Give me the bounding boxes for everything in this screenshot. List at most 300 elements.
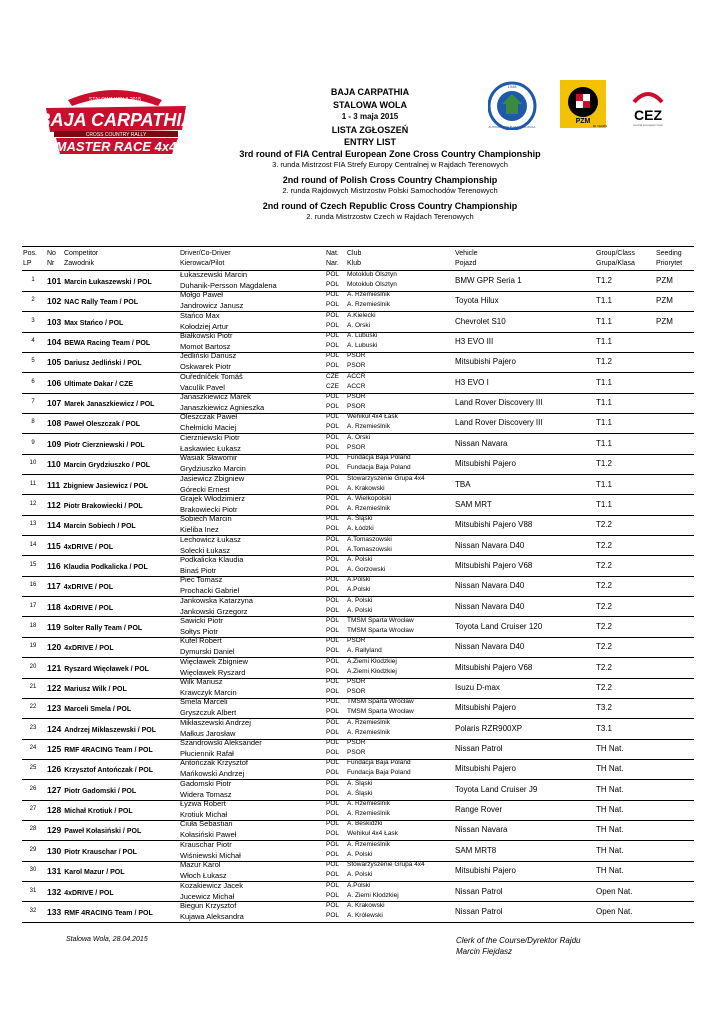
table-row [22,597,694,617]
row-competitor-name: Piotr Krauschar / POL [64,848,137,856]
row-nat-codriver: POL [326,362,340,370]
row-competitor-name: RMF 4RACING Team / POL [64,747,153,755]
row-pos: 9 [31,439,35,446]
row-nat-driver: POL [326,474,340,482]
row-number: 111 [47,479,61,490]
row-driver: Ouředníček Tomáš [180,371,243,381]
row-codriver: Krotiuk Michał [180,810,228,820]
row-nat-driver: POL [326,433,340,441]
row-driver: Jasiewicz Zbigniew [180,473,245,483]
row-club-driver: Fundacja Baja Poland [347,454,411,462]
row-club-codriver: Motoklub Olsztyn [347,281,397,288]
event-dates: 1 - 3 maja 2015 [341,112,399,121]
row-pos: 7 [31,399,35,406]
row-pos: 26 [29,785,37,792]
table-row [22,800,694,820]
row-group: T1.1 [596,479,613,489]
row-competitor-name: Marcin Sobiech / POL [63,523,136,531]
row-pos: 1 [31,277,35,283]
row-nat-driver: POL [326,657,340,665]
row-codriver: Prochacki Gabriel [180,586,240,596]
row-vehicle: Nissan Navara [455,438,508,448]
row-club-codriver: A. Polski [347,606,373,614]
row-competitor-name: 4xDRIVE / POL [63,543,114,551]
row-competitor-name: Piotr Gadomski / POL [64,787,137,795]
row-club-codriver: A. Polski [347,850,373,858]
footer-signature [456,935,581,957]
row-nat-driver: POL [326,901,340,909]
row-competitor [47,439,145,449]
row-pos: 12 [29,500,37,507]
row-number: 104 [47,337,62,348]
row-driver: Antończak Krzysztof [180,758,248,768]
row-codriver: Sołtys Piotr [180,626,218,636]
table-row [22,637,694,657]
row-pos: 31 [29,887,37,894]
row-competitor [47,398,154,408]
row-number: 133 [47,906,62,917]
row-group: T1.2 [596,357,613,367]
row-competitor-name: Paweł Oleszczak / POL [64,421,141,429]
row-nat-driver: POL [326,820,340,828]
row-competitor-name: Ryszard Więcławek / POL [64,665,149,673]
row-club-driver: ACCR [347,372,366,380]
row-vehicle: Nissan Navara D40 [455,601,525,611]
row-club-driver: A. Rzemieślnik [347,718,390,726]
round-title: 2nd round of Czech Republic Cross Country Championship [262,201,518,211]
row-nat-driver: POL [326,515,340,523]
row-competitor-name: Ultimate Dakar / CZE [64,380,134,388]
row-pos: 20 [29,663,37,670]
row-nat-codriver: POL [326,321,340,329]
row-number: 124 [47,723,62,734]
row-nat-driver: POL [326,576,340,584]
clerk-title: Clerk of the Course/Dyrektor Rajdu [456,936,581,945]
row-nat-codriver: POL [326,606,340,614]
row-vehicle: Toyota Land Cruiser 120 [455,621,543,631]
pzm-sub: 60 YEARS [592,124,608,128]
cez-text: CEZ [634,107,662,123]
row-vehicle: TBA [455,479,471,489]
row-vehicle: BMW GPR Seria 1 [455,276,522,285]
row-nat-codriver: POL [326,850,340,858]
row-nat-codriver: POL [326,586,340,594]
row-club-driver: Motoklub Olsztyn [347,271,397,278]
row-competitor [47,541,113,551]
row-club-codriver: A. Orski [347,321,371,329]
row-vehicle: Chevrolet S10 [455,316,506,326]
event-city: STALOWA WOLA [333,99,407,110]
row-vehicle: Mitsubishi Pajero [455,764,516,774]
row-number: 129 [47,825,62,836]
row-number: 108 [47,418,62,429]
row-nat-codriver: POL [326,464,340,472]
row-codriver: Chełmicki Maciej [180,423,237,433]
row-codriver: Duhanik-Persson Magdalena [180,281,277,290]
clerk-name: Marcin Fiejdasz [456,947,513,956]
table-row [22,658,694,678]
row-competitor-name: Marcin Łukaszewski / POL [64,279,152,286]
row-nat-codriver: POL [326,504,340,512]
row-number: 117 [47,581,61,592]
row-driver: Łukaszewski Marcin [180,270,248,279]
row-pos: 19 [29,643,37,650]
row-club-driver: A. Beskidzki [347,820,383,828]
row-group: T1.1 [596,377,613,387]
row-club-codriver: A. Polski [347,871,373,879]
row-nat-codriver: POL [326,647,340,655]
row-competitor [47,480,148,490]
row-vehicle: Mitsubishi Pajero V68 [455,560,533,570]
row-driver: Piec Tomasz [180,575,223,585]
row-group: TH Nat. [596,805,624,815]
row-club-codriver: A.Tomaszowski [347,545,392,553]
row-competitor [47,622,142,632]
row-club-driver: A. Rzemieślnik [347,800,390,808]
row-competitor [47,378,133,388]
row-competitor-name: Dariusz Jedliński / POL [64,360,142,368]
row-nat-codriver: POL [326,789,340,797]
row-driver: Sobiech Marcin [180,514,232,524]
row-codriver: Binaś Piotr [180,565,217,575]
table-row [22,515,694,535]
row-competitor-name: Krzysztof Antończak / POL [64,767,153,775]
row-pos: 11 [29,480,37,487]
row-codriver: Kujawa Aleksandra [180,911,244,921]
row-club-driver: Wehikuł 4x4 Łask [347,413,398,421]
row-nat-codriver: POL [326,708,340,716]
row-club-codriver: Fundacja Baja Poland [347,464,411,472]
row-competitor-name: 4xDRIVE / POL [63,584,114,592]
row-codriver: Mańkowski Andrzej [180,769,245,779]
row-group: T1.1 [596,438,613,448]
row-driver: Cierzniewski Piotr [180,432,240,442]
row-group: T2.2 [596,581,613,591]
row-group: TH Nat. [596,825,624,835]
row-codriver: Kołasiński Paweł [180,830,237,840]
row-pos: 3 [31,317,35,324]
row-vehicle: Toyota Hilux [455,296,499,306]
row-pos: 10 [29,460,37,467]
col-header-club: Club Klub [347,250,362,267]
row-codriver: Oskwarek Piotr [180,362,231,372]
row-vehicle: Nissan Patrol [455,886,503,896]
row-competitor [47,683,127,693]
row-driver: Szandrowski Aleksander [180,738,262,748]
row-club-codriver: ACCR [347,382,366,390]
row-vehicle: Toyota Land Cruiser J9 [455,784,538,794]
row-group: TH Nat. [596,744,624,754]
row-number: 119 [47,621,61,632]
row-club-codriver: A. Rzemieślnik [347,301,390,309]
row-codriver: Jankowski Grzegorz [180,606,248,616]
round-title: 3rd round of FIA Central European Zone Cross Country Championship [239,149,541,159]
row-club-driver: PSOR [347,678,366,685]
row-number: 109 [47,438,62,449]
row-vehicle: Nissan Patrol [455,906,503,916]
row-nat-codriver: POL [326,911,340,919]
row-competitor [47,418,140,428]
row-nat-codriver: POL [326,281,340,288]
row-vehicle: SAM MRT [455,499,492,509]
row-number: 105 [47,357,62,368]
row-vehicle: Mitsubishi Pajero V88 [455,520,533,530]
row-competitor-name: Marek Janaszkiewicz / POL [64,401,155,409]
row-club-driver: A. Rzemieślnik [347,840,390,848]
row-nat-driver: POL [326,698,340,706]
row-competitor [47,663,149,673]
row-competitor [47,357,142,367]
row-club-codriver: A. Śląski [347,789,373,797]
row-number: 130 [47,845,62,856]
row-vehicle: Land Rover Discovery III [455,418,543,428]
row-competitor [47,500,143,510]
row-group: Open Nat. [596,886,633,896]
row-competitor-name: 4xDRIVE / POL [63,604,114,612]
row-vehicle: Nissan Navara D40 [455,642,525,652]
row-group: T2.2 [596,520,613,530]
table-row [22,902,694,922]
row-number: 132 [47,886,62,897]
row-nat-driver: POL [326,494,340,502]
row-group: T1.1 [596,418,613,428]
row-driver: Gadomski Piotr [180,778,232,788]
table-row [22,495,694,515]
row-nat-driver: POL [326,413,340,421]
row-nat-driver: POL [326,393,340,401]
row-competitor-name: RMF 4RACING Team / POL [64,909,153,917]
row-number: 112 [47,499,61,510]
row-codriver: Momot Bartosz [180,342,231,352]
row-pos: 4 [31,338,35,345]
row-driver: Sawicki Piotr [180,615,223,625]
col-header-nat: Nat. Nar. [326,250,339,267]
row-club-codriver: TMSM Sparta Wrocław [347,708,414,716]
row-pos: 21 [29,684,37,690]
row-codriver: Vaculík Pavel [180,382,225,392]
col-header-competitor: Competitor Zawodnik [64,250,99,267]
row-nat-codriver: POL [326,403,340,411]
row-nat-codriver: CZE [326,382,339,390]
row-club-codriver: Fundacja Baja Poland [347,769,411,777]
row-driver: Białkowski Piotr [180,331,233,341]
row-vehicle: Range Rover [455,805,503,815]
row-competitor [47,317,123,327]
table-row [22,739,694,759]
round-title: 2nd round of Polish Cross Country Championship [282,175,498,185]
row-nat-codriver: POL [326,688,340,695]
row-club-codriver: PSOR [347,403,366,411]
row-group: T2.2 [596,560,613,570]
table-row [22,820,694,840]
row-nat-driver: CZE [326,372,339,380]
logo-ring-text: STALOWA WOLA 2015 [89,97,141,103]
table-row [22,271,694,291]
row-club-codriver: Wehikuł 4x4 Łask [347,830,398,838]
row-group: T1.1 [596,337,613,347]
row-group: T3.2 [596,703,613,713]
row-nat-codriver: POL [326,423,340,431]
row-nat-codriver: POL [326,810,340,818]
row-competitor-name: Piotr Cierzniewski / POL [64,441,145,449]
row-nat-driver: POL [326,739,340,747]
row-divider [22,922,694,923]
row-club-codriver: A. Lubuski [347,342,378,350]
row-driver: Kufel Robert [180,636,222,646]
row-competitor [47,642,114,652]
row-club-codriver: PSOR [347,362,366,370]
row-pos: 30 [29,867,37,874]
row-driver: Wasiak Sławomir [180,453,238,463]
cez-logo [633,94,663,127]
row-group: T1.1 [596,398,613,408]
row-driver: Ciuła Sebastian [180,819,233,829]
table-row [22,861,694,881]
row-nat-codriver: POL [326,484,340,492]
row-driver: Łyżwa Robert [180,799,226,809]
table-top-rule [22,246,694,247]
row-competitor [47,561,148,571]
row-pos: 2 [31,297,35,304]
round-subtitle: 3. runda Mistrzost FIA Strefy Europy Centralnej w Rajdach Terenowych [272,160,508,169]
row-nat-driver: POL [326,271,340,278]
row-competitor-name: Zbigniew Jasiewicz / POL [63,482,149,490]
row-group: TH Nat. [596,845,624,855]
row-vehicle: Nissan Navara [455,825,508,835]
row-group: T1.1 [596,316,613,326]
row-competitor [47,703,131,713]
row-driver: Lechowicz Łukasz [180,534,241,544]
row-driver: Jankowska Katarzyna [180,595,253,605]
row-club-codriver: A. Rzemieślnik [347,728,390,736]
row-nat-codriver: POL [326,891,340,899]
row-competitor [47,602,113,612]
row-pos: 16 [29,582,37,589]
row-club-driver: A. Polski [347,596,373,604]
row-number: 123 [47,703,62,714]
row-pos: 13 [29,521,37,528]
club-text: AUTOMOBILKLUB STALOWA WOLA [488,125,536,129]
row-group: T2.2 [596,683,613,692]
row-vehicle: Mitsubishi Pajero V68 [455,662,533,672]
row-seeding: PZM [656,276,673,285]
row-driver: Biegun Krzysztof [180,900,237,910]
row-competitor-name: Solter Rally Team / POL [63,624,143,632]
row-pos: 8 [31,419,35,426]
logo-line2: CROSS COUNTRY RALLY [85,132,147,138]
row-competitor-name: Klaudia Podkalicka / POL [63,563,148,571]
row-vehicle: Isuzu D-max [455,683,500,692]
row-club-driver: PSOR [347,637,366,645]
table-row [22,332,694,352]
row-club-driver: A. Orski [347,433,371,441]
footer-place-date: Stalowa Wola, 28.04.2015 [66,936,148,943]
row-number: 131 [47,866,62,877]
row-group: T2.2 [596,642,613,652]
row-competitor-name: NAC Rally Team / POL [64,299,138,307]
list-title-en: ENTRY LIST [343,137,396,147]
table-row [22,434,694,454]
row-club-driver: A. Śląski [347,779,373,787]
row-number: 116 [47,560,61,571]
row-nat-codriver: POL [326,830,340,838]
row-vehicle: Land Rover Discovery III [455,398,543,408]
row-club-codriver: A. Łódzki [347,525,374,533]
row-club-driver: A.Ziemi Kłodzkiej [347,657,397,665]
row-club-driver: A. Wielkopolski [347,494,392,502]
row-codriver: Wiśniewski Michał [180,850,241,860]
row-club-driver: A. Krakowski [347,901,385,909]
row-number: 121 [47,662,62,673]
row-competitor-name: Piotr Brakowiecki / POL [63,502,143,510]
row-competitor-name: BEWA Racing Team / POL [64,340,151,348]
row-group: TH Nat. [596,784,624,794]
round-subtitle: 2. runda Rajdowych Mistrzostw Polski Samochodów Terenowych [282,186,498,195]
row-driver: Kozakiewicz Jacek [180,880,243,890]
table-row [22,678,694,698]
row-codriver: Jucewicz Michał [180,891,235,901]
row-driver: Wilk Mariusz [180,677,223,686]
row-competitor-name: Karol Mazur / POL [64,869,125,877]
row-nat-codriver: POL [326,342,340,350]
row-nat-driver: POL [326,555,340,563]
row-nat-driver: POL [326,332,340,340]
pzm-logo [560,80,607,128]
table-row [22,454,694,474]
championship-rounds [140,146,640,226]
row-nat-codriver: POL [326,565,340,573]
row-driver: Smela Marceli [180,697,228,707]
row-competitor-name: 4xDRIVE / POL [64,889,114,897]
row-club-codriver: A. Rzemieślnik [347,423,390,431]
row-codriver: Kołodziej Artur [180,321,229,331]
row-codriver: Widera Tomasz [180,789,232,799]
row-group: TH Nat. [596,764,624,774]
row-club-codriver: A. Królewski [347,911,383,919]
row-pos: 6 [31,378,35,385]
table-row [22,373,694,393]
sponsor-logos [488,80,688,130]
row-vehicle: Mitsubishi Pajero [455,459,516,469]
col-header-pos: Pos. LP [23,250,38,267]
row-group: T2.2 [596,662,613,672]
row-nat-codriver: POL [326,545,340,553]
row-competitor-name: Michał Krotiuk / POL [64,808,133,816]
row-number: 118 [47,601,61,612]
table-row [22,780,694,800]
row-driver: Jedliński Dariusz [180,351,237,361]
row-nat-driver: POL [326,678,340,685]
row-number: 122 [47,683,62,693]
table-row [22,576,694,596]
row-group: T1.1 [596,296,613,306]
row-number: 115 [47,540,61,551]
row-club-codriver: A. Rzemieślnik [347,504,390,512]
row-number: 128 [47,805,62,816]
row-driver: Podkalicka Klaudia [180,554,244,564]
table-row [22,291,694,311]
row-codriver: Włoch Łukasz [180,871,227,881]
row-nat-codriver: POL [326,301,340,309]
row-competitor-name: 4xDRIVE / POL [64,645,114,653]
row-codriver: Krawczyk Marcin [180,688,237,697]
col-header-group: Group/Class Grupa/Klasa [596,250,635,267]
table-row [22,617,694,637]
row-nat-driver: POL [326,535,340,543]
row-nat-driver: POL [326,596,340,604]
row-competitor [47,764,153,774]
row-pos: 29 [29,846,37,853]
